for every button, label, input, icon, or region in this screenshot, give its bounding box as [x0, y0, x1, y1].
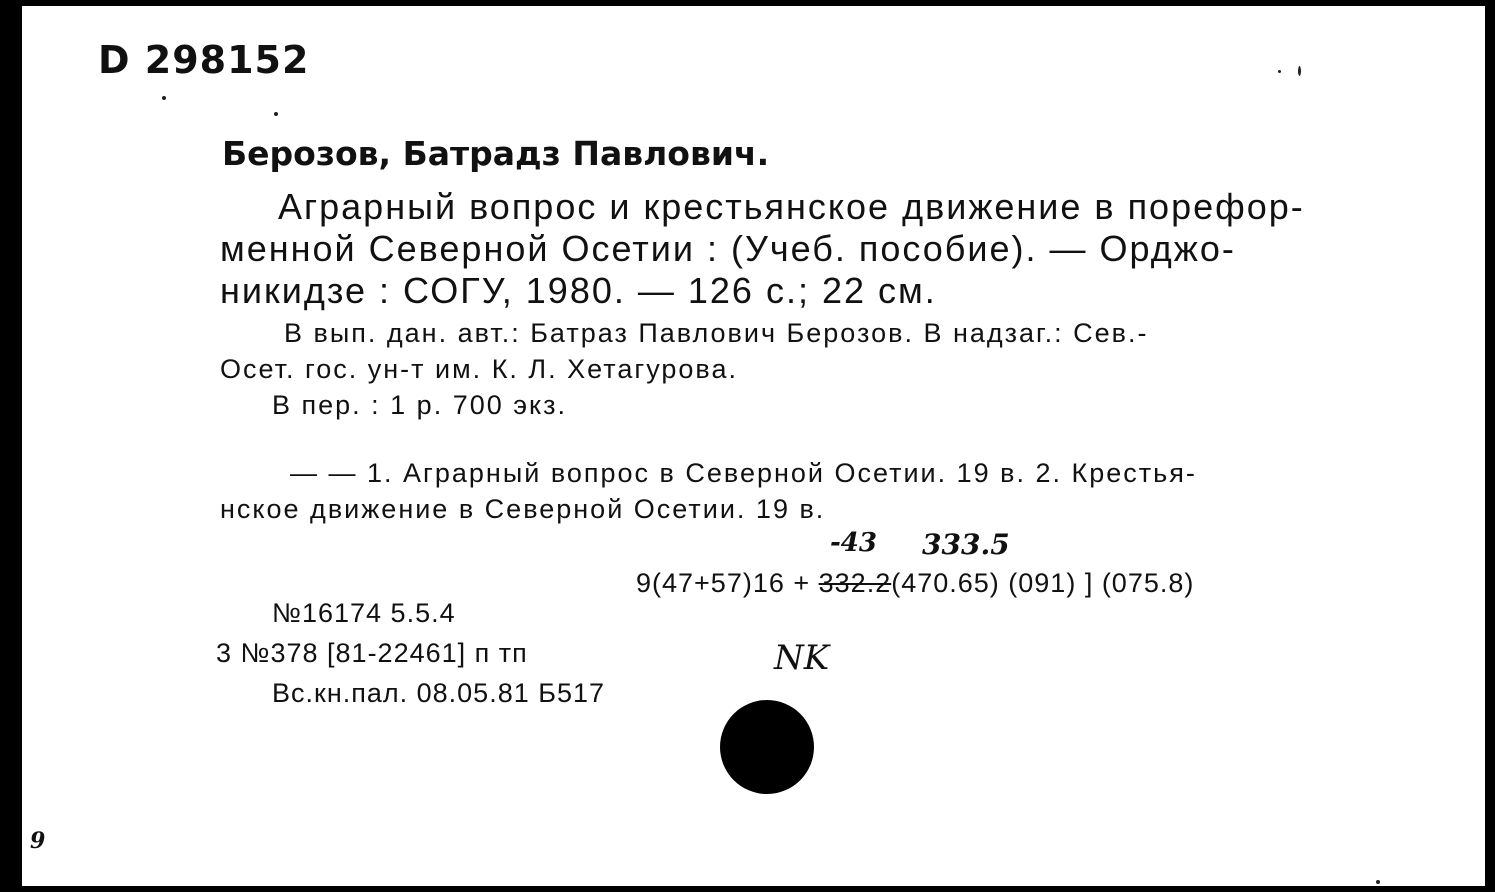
notes-line-3: В пер. : 1 р. 700 экз.: [272, 390, 568, 420]
classification-suffix: (470.65) (091) ] (075.8): [891, 568, 1195, 598]
speck: [1376, 880, 1380, 884]
subjects-line-1: — — 1. Аграрный вопрос в Северной Осетии. 19 в. 2. Крестья-: [290, 458, 1197, 488]
speck: [1298, 66, 1301, 76]
title-line-3: никидзе : СОГУ, 1980. — 126 с.; 22 см.: [220, 270, 937, 311]
corner-mark: 9: [30, 828, 46, 854]
classification-line: [636, 568, 1194, 599]
catalog-card: [22, 6, 1485, 886]
classification-struck-code: 332.2: [818, 568, 892, 598]
notes-line-2: Осет. гос. ун-т им. К. Л. Хетагурова.: [220, 354, 738, 384]
speck: [274, 112, 278, 116]
notes-line-1: В вып. дан. авт.: Батраз Павлович Берозов. В надзаг.: Сев.-: [284, 318, 1149, 348]
speck: [1278, 70, 1281, 73]
author-heading: Берозов, Батрадз Павлович.: [222, 134, 770, 173]
speck: [162, 96, 166, 100]
record-line-1: №16174 5.5.4: [272, 598, 456, 628]
record-line-2: 3 №378 [81-22461] п тп: [216, 638, 528, 668]
title-line-2: менной Северной Осетии : (Учеб. пособие). — Орджо-: [220, 228, 1236, 269]
subjects-line-2: нское движение в Северной Осетии. 19 в.: [220, 494, 826, 524]
handwritten-initials: NK: [774, 638, 830, 678]
punch-hole: [720, 700, 814, 794]
handwritten-correction-2: 333.5: [922, 528, 1010, 561]
title-line-1: Аграрный вопрос и крестьянское движение в порефор-: [278, 186, 1305, 227]
handwritten-correction-1: -43: [830, 528, 877, 558]
classification-prefix: 9(47+57)16 +: [636, 568, 819, 598]
record-line-3: Вс.кн.пал. 08.05.81 Б517: [272, 678, 605, 708]
call-number: D 298152: [98, 38, 310, 82]
